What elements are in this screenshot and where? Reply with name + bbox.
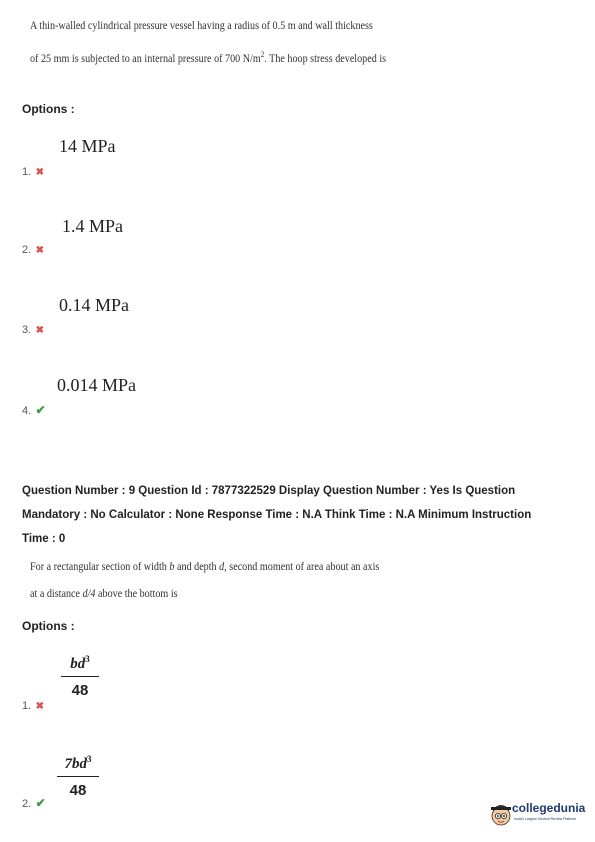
q1-option-4-marker <box>22 401 46 419</box>
option-number: 1. <box>22 166 32 178</box>
option-number: 2. <box>22 244 32 256</box>
question-1-text-line1: A thin-walled cylindrical pressure vessel having a radius of 0.5 m and wall thickness <box>30 20 373 32</box>
question-meta-line3: Time : 0 <box>22 533 66 545</box>
q2-var-b: b <box>169 561 175 573</box>
q2-text-part: , second moment of area about an axis <box>224 561 380 573</box>
cross-icon: ✖ <box>35 167 45 178</box>
q2-option-1-marker <box>22 696 44 714</box>
mascot-icon <box>490 800 514 830</box>
options-label-2: Options : <box>22 619 75 633</box>
q1-option-4-text: 0.014 MPa <box>57 375 137 395</box>
q2-option-2-fraction <box>57 754 99 799</box>
q1-option-1-text: 14 MPa <box>59 136 116 156</box>
q2-text-part: at a distance <box>30 588 83 600</box>
q1-option-2-marker <box>22 240 44 258</box>
q2-text-part: For a rectangular section of width <box>30 561 170 573</box>
cross-icon: ✖ <box>35 701 45 712</box>
q1-line2-part-a: of 25 mm is subjected to an internal pressure of 700 N/m <box>30 52 261 65</box>
q1-option-2-text: 1.4 MPa <box>62 216 124 236</box>
question-2-text-line2 <box>30 588 178 600</box>
logo-tagline: India's Largest Student Review Platform <box>514 817 577 821</box>
option-number: 3. <box>22 324 32 336</box>
fraction-denominator: 48 <box>69 782 87 799</box>
q1-option-3-marker <box>22 320 44 338</box>
q2-option-2-marker <box>22 794 46 812</box>
fraction-denominator: 48 <box>71 682 89 699</box>
q2-text-part: above the bottom is <box>95 588 178 600</box>
cross-icon: ✖ <box>35 245 45 256</box>
fraction-numerator: $7bd^3$ <box>64 754 92 772</box>
q1-line2-part-b: . The hoop stress developed is <box>264 52 387 65</box>
cross-icon: ✖ <box>35 325 45 336</box>
question-meta-line2: Mandatory : No Calculator : None Response Time : N.A Think Time : N.A Minimum Instruction <box>22 509 532 521</box>
checkmark-icon: ✔ <box>35 796 46 810</box>
collegedunia-logo <box>490 800 590 830</box>
q2-option-1-fraction <box>61 654 99 699</box>
options-label-1: Options : <box>22 102 75 116</box>
question-meta-line1: Question Number : 9 Question Id : 7877322529 Display Question Number : Yes Is Question <box>22 485 516 497</box>
q1-option-1-marker <box>22 162 44 180</box>
option-number: 1. <box>22 700 32 712</box>
q2-var-d: d <box>219 561 225 573</box>
q2-var-d4: d/4 <box>82 588 96 600</box>
fraction-numerator: $bd^3$ <box>70 654 90 672</box>
q1-superscript: 2 <box>260 50 265 59</box>
option-number: 2. <box>22 798 32 810</box>
question-1-text-line2 <box>30 50 386 65</box>
option-number: 4. <box>22 405 32 417</box>
q2-text-part: and depth <box>174 561 220 573</box>
question-2-text-line1 <box>30 561 379 573</box>
logo-wordmark: collegedunia <box>512 801 586 815</box>
q1-option-3-text: 0.14 MPa <box>59 295 130 315</box>
checkmark-icon: ✔ <box>35 403 46 417</box>
